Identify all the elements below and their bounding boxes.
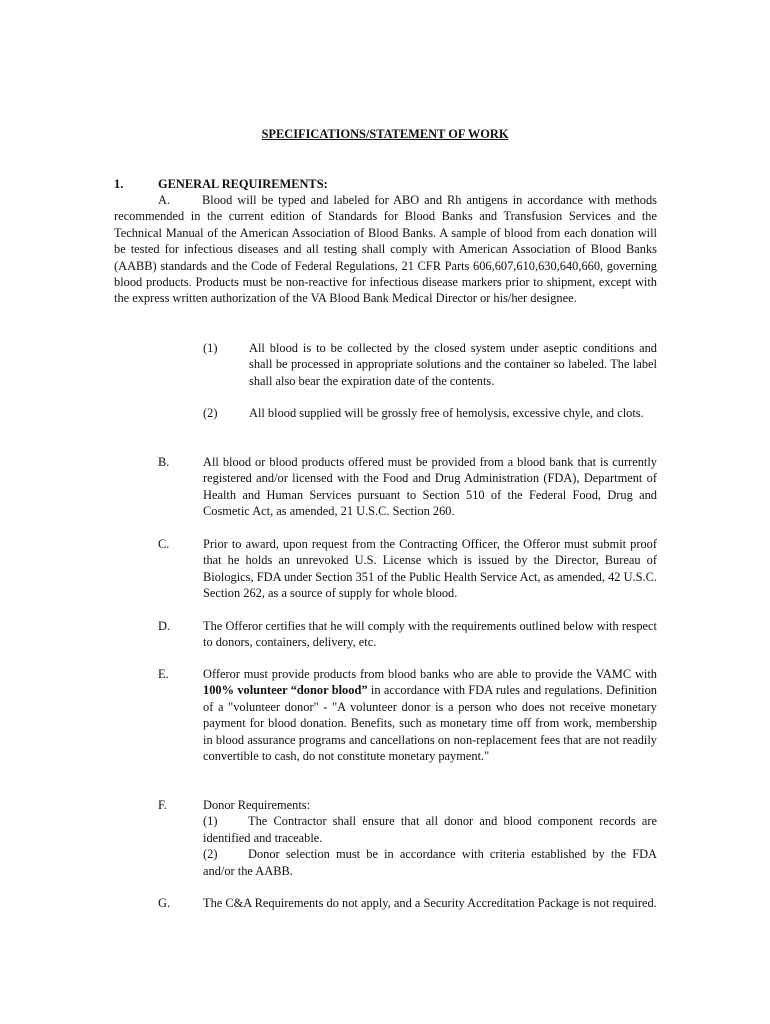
section-heading: GENERAL REQUIREMENTS:: [158, 177, 328, 191]
paragraph-text: The Offeror certifies that he will comply with the requirements outlined below with respect to donors, containers, delivery, etc.: [203, 619, 657, 650]
paragraph-letter: D.: [158, 619, 171, 633]
paragraph-text: The C&A Requirements do not apply, and a Security Accreditation Package is not required.: [203, 896, 657, 910]
paragraph-text-start: Offeror must provide products from blood banks who are able to provide the VAMC with: [203, 667, 657, 681]
paragraph-text: All blood or blood products offered must be provided from a blood bank that is currently registered and/or licensed with the Food and Drug Administration (FDA), Department of Health and Human Services pursuant to Section 510 of the Federal Food, Drug and Cosmetic Act, as amended, 21 U.S.C. Section 260.: [203, 455, 657, 519]
subitem-number: (2): [203, 406, 218, 420]
subitem-text: Donor selection must be in accordance with criteria established by the FDA and/or the AABB.: [203, 847, 657, 878]
paragraph-d: [158, 618, 657, 651]
paragraph-b: [158, 454, 657, 520]
paragraph-heading: Donor Requirements:: [203, 798, 311, 812]
paragraph-g: [158, 895, 657, 911]
paragraph-e: [158, 666, 657, 764]
paragraph-text-end: in accordance with FDA rules and regulations. Definition of a "volunteer donor" - "A volunteer donor is a person who does not receive monetary payment for blood donation. Benefits, such as monetary time off from work, membership in blood assurance programs and cancellations on non-replacement fees that are not readily convertible to cash, do not constitute monetary payment.": [203, 683, 657, 764]
paragraph-letter: F.: [158, 798, 167, 812]
subitem-number: (2): [203, 847, 218, 862]
paragraph-a-subitem-1: [203, 340, 657, 389]
paragraph-a-subitem-2: [203, 405, 657, 421]
subitem-number: (1): [203, 341, 218, 355]
paragraph-text: [203, 666, 657, 764]
donor-requirement-1: [203, 813, 657, 846]
page-title: SPECIFICATIONS/STATEMENT OF WORK: [261, 127, 509, 141]
paragraph-letter: C.: [158, 537, 170, 551]
paragraph-letter: E.: [158, 667, 169, 681]
subitem-text: The Contractor shall ensure that all donor and blood component records are identified and traceable.: [203, 814, 657, 845]
donor-requirement-2: [203, 846, 657, 879]
subitem-text: All blood supplied will be grossly free of hemolysis, excessive chyle, and clots.: [249, 406, 644, 420]
section-number: 1.: [114, 177, 124, 191]
paragraph-a: [114, 192, 657, 307]
paragraph-text: Prior to award, upon request from the Contracting Officer, the Offeror must submit proof that he holds an unrevoked U.S. License which is issued by the Director, Bureau of Biologics, FDA under Section 351 of the Public Health Service Act, as amended, 42 U.S.C. Section 262, as a source of supply for whole blood.: [203, 537, 657, 601]
paragraph-f: [158, 797, 657, 879]
paragraph-letter: G.: [158, 896, 171, 910]
paragraph-letter: B.: [158, 455, 170, 469]
subitem-number: (1): [203, 814, 218, 829]
subitem-text: All blood is to be collected by the closed system under aseptic conditions and shall be processed in appropriate solutions and the container so labeled. The label shall also bear the expiration date of the contents.: [249, 341, 657, 388]
paragraph-c: [158, 536, 657, 602]
volunteer-donor-emphasis: 100% volunteer “donor blood”: [203, 683, 368, 698]
paragraph-a-text: Blood will be typed and labeled for ABO and Rh antigens in accordance with methods recommended in the current edition of Standards for Blood Banks and Transfusion Services and the Technical Manual of the American Association of Blood Banks. A sample of blood from each donation will be tested for infectious diseases and all testing shall comply with American Association of Blood Banks (AABB) standards and the Code of Federal Regulations, 21 CFR Parts 606,607,610,630,640,660, governing blood products. Products must be non-reactive for infectious disease markers prior to shipment, except with the express written authorization of the VA Blood Bank Medical Director or his/her designee.: [114, 193, 657, 306]
paragraph-f-body: [203, 797, 657, 879]
paragraph-a-letter: A.: [158, 193, 171, 207]
